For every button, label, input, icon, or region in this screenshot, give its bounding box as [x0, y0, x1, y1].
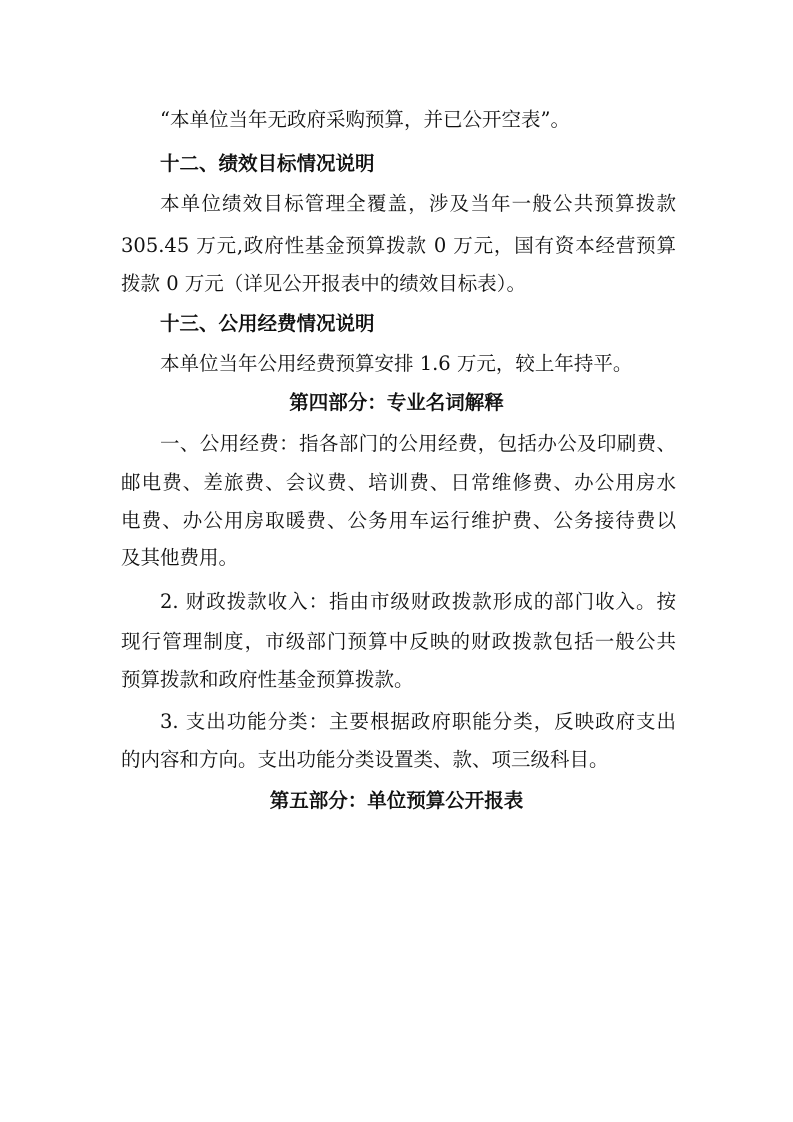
definition-2-line-1: 2. 财政拨款收入：指由市级财政拨款形成的部门收入。按: [160, 590, 676, 613]
part-five-title: 第五部分：单位预算公开报表: [269, 789, 524, 812]
section-heading-13: 十三、公用经费情况说明: [160, 312, 375, 335]
paragraph-performance-line-2: 305.45 万元,政府性基金预算拨款 0 万元，国有资本经营预算: [121, 234, 676, 257]
definition-3-line-2: 的内容和方向。支出功能分类设置类、款、项三级科目。: [121, 748, 609, 771]
part-four-title: 第四部分：专业名词解释: [289, 391, 504, 414]
definition-1-line-2: 邮电费、差旅费、会议费、培训费、日常维修费、办公用房水: [121, 471, 676, 494]
paragraph-performance-line-3: 拨款 0 万元（详见公开报表中的绩效目标表）。: [121, 272, 527, 295]
definition-1-line-3: 电费、办公用房取暖费、公务用车运行维护费、公务接待费以: [121, 509, 676, 532]
definition-1-line-1: 一、公用经费：指各部门的公用经费，包括办公及印刷费、: [160, 432, 676, 455]
definition-2-line-2: 现行管理制度，市级部门预算中反映的财政拨款包括一般公共: [121, 630, 676, 653]
paragraph-public-expense: 本单位当年公用经费预算安排 1.6 万元，较上年持平。: [160, 352, 633, 375]
paragraph-procurement-note: “本单位当年无政府采购预算，并已公开空表”。: [160, 108, 570, 131]
definition-2-line-3: 预算拨款和政府性基金预算拨款。: [121, 668, 414, 691]
definition-1-line-4: 及其他费用。: [121, 546, 239, 569]
paragraph-performance-line-1: 本单位绩效目标管理全覆盖，涉及当年一般公共预算拨款: [160, 192, 676, 215]
section-heading-12: 十二、绩效目标情况说明: [160, 152, 375, 175]
definition-3-line-1: 3. 支出功能分类：主要根据政府职能分类，反映政府支出: [160, 710, 676, 733]
